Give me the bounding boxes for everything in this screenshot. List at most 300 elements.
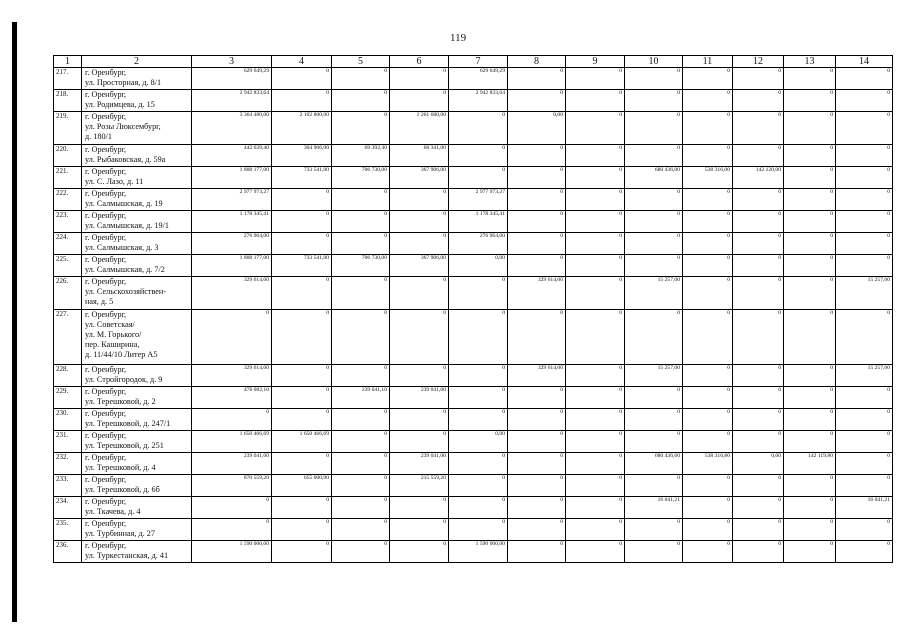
value-cell: 0: [683, 145, 733, 167]
value-cell: 142 119,80: [784, 453, 836, 475]
value-cell: 3 364 480,00: [192, 112, 272, 145]
value-cell: 15 257,00: [836, 365, 893, 387]
value-cell: 0: [784, 145, 836, 167]
col-header: 2: [82, 56, 192, 68]
value-cell: 0: [449, 167, 508, 189]
value-cell: 0: [192, 519, 272, 541]
row-number: 233.: [54, 475, 82, 497]
value-cell: 0: [390, 365, 449, 387]
table-row: [54, 431, 893, 453]
value-cell: 0: [390, 310, 449, 365]
value-cell: 0: [332, 277, 390, 310]
value-cell: 0: [332, 431, 390, 453]
address-cell: [82, 365, 192, 387]
value-cell: 706 730,00: [332, 255, 390, 277]
value-cell: 0: [332, 211, 390, 233]
address-line: ул. Терешковой, д. 251: [85, 441, 164, 450]
value-cell: 0: [683, 90, 733, 112]
address-cell: [82, 167, 192, 189]
address-line: г. Оренбург,: [85, 409, 127, 418]
value-cell: 0: [332, 90, 390, 112]
row-number: 228.: [54, 365, 82, 387]
value-cell: 0: [784, 475, 836, 497]
value-cell: 0: [508, 409, 566, 431]
value-cell: 0: [683, 387, 733, 409]
value-cell: 0: [332, 112, 390, 145]
value-cell: 0: [332, 453, 390, 475]
value-cell: 0: [733, 387, 784, 409]
value-cell: 0: [566, 145, 625, 167]
value-cell: 1 590 000,00: [192, 541, 272, 563]
value-cell: 239 041,00: [390, 453, 449, 475]
row-number: 225.: [54, 255, 82, 277]
value-cell: 0: [272, 453, 332, 475]
header-row: [54, 56, 893, 68]
value-cell: 0: [449, 145, 508, 167]
value-cell: 0: [508, 475, 566, 497]
value-cell: 0: [625, 90, 683, 112]
value-cell: 0: [390, 541, 449, 563]
value-cell: 442 639,40: [192, 145, 272, 167]
value-cell: 2 977 973,27: [449, 189, 508, 211]
value-cell: 0: [733, 365, 784, 387]
value-cell: 0: [566, 497, 625, 519]
value-cell: 0: [625, 255, 683, 277]
value-cell: 0: [625, 189, 683, 211]
address-line: ул. Терешковой, д. 4: [85, 463, 156, 472]
col-header: 10: [625, 56, 683, 68]
value-cell: 0: [836, 211, 893, 233]
value-cell: 2 977 973,27: [192, 189, 272, 211]
address-line: г. Оренбург,: [85, 233, 127, 242]
address-line: ул. Рыбаковская, д. 59а: [85, 155, 166, 164]
row-number: 221.: [54, 167, 82, 189]
value-cell: 0: [566, 90, 625, 112]
col-header: 9: [566, 56, 625, 68]
address-line: ул. Терешковой, д. 6б: [85, 485, 160, 494]
value-cell: 0: [272, 68, 332, 90]
value-cell: 0: [784, 255, 836, 277]
value-cell: 0: [390, 233, 449, 255]
value-cell: 0: [332, 365, 390, 387]
value-cell: 0: [784, 310, 836, 365]
value-cell: 0: [272, 310, 332, 365]
address-line: ул. Салмышская, д. 19/1: [85, 221, 169, 230]
value-cell: 0: [508, 519, 566, 541]
value-cell: 0,00: [449, 431, 508, 453]
value-cell: 0: [332, 310, 390, 365]
value-cell: 239 041,10: [332, 387, 390, 409]
col-header: 6: [390, 56, 449, 68]
value-cell: 0: [566, 112, 625, 145]
value-cell: 0: [192, 310, 272, 365]
value-cell: 0: [332, 497, 390, 519]
value-cell: 0: [625, 68, 683, 90]
col-header: 5: [332, 56, 390, 68]
value-cell: 0: [449, 519, 508, 541]
value-cell: 2 942 833,64: [449, 90, 508, 112]
address-line: ул. Терешковой, д. 2: [85, 397, 156, 406]
value-cell: 0: [784, 541, 836, 563]
address-line: г. Оренбург,: [85, 387, 127, 396]
value-cell: 16 041,21: [625, 497, 683, 519]
value-cell: 0: [449, 365, 508, 387]
value-cell: 0: [566, 189, 625, 211]
value-cell: 0: [272, 211, 332, 233]
value-cell: 0: [449, 497, 508, 519]
value-cell: 0: [784, 189, 836, 211]
value-cell: 0: [566, 277, 625, 310]
address-line: ул. С. Лазо, д. 11: [85, 177, 144, 186]
table-row: [54, 310, 893, 365]
address-line: г. Оренбург,: [85, 112, 127, 121]
value-cell: 15 257,00: [625, 365, 683, 387]
value-cell: 0: [683, 255, 733, 277]
value-cell: 0: [836, 541, 893, 563]
value-cell: 0: [390, 497, 449, 519]
table-row: [54, 541, 893, 563]
value-cell: 329 614,00: [508, 277, 566, 310]
address-line: г. Оренбург,: [85, 211, 127, 220]
row-number: 219.: [54, 112, 82, 145]
value-cell: 0: [836, 167, 893, 189]
col-header: 7: [449, 56, 508, 68]
value-cell: 0: [272, 365, 332, 387]
row-number: 235.: [54, 519, 82, 541]
value-cell: 0: [566, 431, 625, 453]
value-cell: 0: [733, 145, 784, 167]
address-cell: [82, 112, 192, 145]
value-cell: 0: [683, 409, 733, 431]
table-row: [54, 387, 893, 409]
address-cell: [82, 387, 192, 409]
value-cell: 0: [683, 541, 733, 563]
address-line: г. Оренбург,: [85, 453, 127, 462]
value-cell: 680 436,60: [625, 453, 683, 475]
address-cell: [82, 277, 192, 310]
value-cell: 68 341,00: [390, 145, 449, 167]
address-cell: [82, 68, 192, 90]
value-cell: 0: [390, 519, 449, 541]
value-cell: 142 120,00: [733, 167, 784, 189]
value-cell: 733 541,00: [272, 255, 332, 277]
table-row: [54, 475, 893, 497]
address-line: г. Оренбург,: [85, 475, 127, 484]
value-cell: 0: [272, 519, 332, 541]
row-number: 222.: [54, 189, 82, 211]
value-cell: 304 906,00: [272, 145, 332, 167]
value-cell: 0: [784, 233, 836, 255]
row-number: 217.: [54, 68, 82, 90]
value-cell: 2 102 800,00: [272, 112, 332, 145]
address-line: ул. Сельскохозяйствен-: [85, 287, 167, 296]
address-line: г. Оренбург,: [85, 277, 127, 286]
value-cell: 0: [784, 497, 836, 519]
value-cell: 1 590 000,00: [449, 541, 508, 563]
address-line: г. Оренбург,: [85, 519, 127, 528]
address-line: г. Оренбург,: [85, 541, 127, 550]
row-number: 229.: [54, 387, 82, 409]
address-line: ул. Салмышская, д. 3: [85, 243, 159, 252]
value-cell: 0: [683, 189, 733, 211]
value-cell: 0: [836, 145, 893, 167]
table-row: [54, 409, 893, 431]
value-cell: 0: [508, 90, 566, 112]
value-cell: 0: [566, 255, 625, 277]
value-cell: 0: [733, 68, 784, 90]
value-cell: 0: [566, 475, 625, 497]
value-cell: 0: [784, 277, 836, 310]
value-cell: 0: [508, 189, 566, 211]
value-cell: 0: [566, 233, 625, 255]
value-cell: 0: [332, 189, 390, 211]
value-cell: 0: [625, 475, 683, 497]
value-cell: 0: [625, 541, 683, 563]
value-cell: 0: [733, 277, 784, 310]
value-cell: 0: [733, 519, 784, 541]
value-cell: 0: [272, 277, 332, 310]
address-line: г. Оренбург,: [85, 167, 127, 176]
value-cell: 0: [784, 68, 836, 90]
data-table: [53, 55, 893, 563]
value-cell: 0: [508, 310, 566, 365]
value-cell: 0: [683, 68, 733, 90]
address-cell: [82, 409, 192, 431]
value-cell: 0: [449, 277, 508, 310]
address-cell: [82, 255, 192, 277]
value-cell: 0: [272, 409, 332, 431]
value-cell: 0: [192, 497, 272, 519]
row-number: 227.: [54, 310, 82, 365]
value-cell: 0: [449, 409, 508, 431]
value-cell: 0: [836, 233, 893, 255]
value-cell: 0: [733, 90, 784, 112]
address-line: ул. Ткачева, д. 4: [85, 507, 141, 516]
value-cell: 0: [625, 112, 683, 145]
row-number: 230.: [54, 409, 82, 431]
col-header: 12: [733, 56, 784, 68]
value-cell: 706 730,00: [332, 167, 390, 189]
value-cell: 0: [836, 387, 893, 409]
value-cell: 0: [390, 68, 449, 90]
value-cell: 0: [449, 310, 508, 365]
value-cell: 0: [566, 211, 625, 233]
value-cell: 0: [192, 409, 272, 431]
value-cell: 0: [784, 431, 836, 453]
value-cell: 0: [625, 310, 683, 365]
address-line: ул. Салмышская, д. 7/2: [85, 265, 165, 274]
value-cell: 0: [733, 255, 784, 277]
col-header: 4: [272, 56, 332, 68]
address-cell: [82, 145, 192, 167]
row-number: 224.: [54, 233, 82, 255]
value-cell: 0: [332, 519, 390, 541]
value-cell: 16 041,21: [836, 497, 893, 519]
value-cell: 1 650 466,69: [192, 431, 272, 453]
value-cell: 0: [784, 167, 836, 189]
value-cell: 367 906,00: [390, 167, 449, 189]
value-cell: 0: [683, 475, 733, 497]
address-line: ул. Туркестанская, д. 41: [85, 551, 169, 560]
row-number: 236.: [54, 541, 82, 563]
value-cell: 215 559,20: [390, 475, 449, 497]
value-cell: 0: [390, 409, 449, 431]
table-row: [54, 519, 893, 541]
table-row: [54, 90, 893, 112]
value-cell: 0: [733, 189, 784, 211]
table-row: [54, 189, 893, 211]
value-cell: 0: [784, 409, 836, 431]
address-line: г. Оренбург,: [85, 189, 127, 198]
value-cell: 655 000,00: [272, 475, 332, 497]
address-cell: [82, 541, 192, 563]
value-cell: 0: [836, 475, 893, 497]
value-cell: 1 178 345,41: [192, 211, 272, 233]
value-cell: 1 261 680,00: [390, 112, 449, 145]
value-cell: 0: [836, 310, 893, 365]
value-cell: 0: [683, 310, 733, 365]
value-cell: 276 964,00: [192, 233, 272, 255]
address-cell: [82, 189, 192, 211]
value-cell: 0: [836, 453, 893, 475]
address-line: д. 11/44/10 Литер А5: [85, 350, 158, 359]
address-line: ул. Стройгородок, д. 9: [85, 375, 163, 384]
value-cell: 367 906,00: [390, 255, 449, 277]
value-cell: 0: [390, 90, 449, 112]
value-cell: 0: [683, 431, 733, 453]
value-cell: 0: [390, 189, 449, 211]
col-header: 1: [54, 56, 82, 68]
address-line: г. Оренбург,: [85, 431, 127, 440]
value-cell: 0: [683, 112, 733, 145]
value-cell: 0: [784, 90, 836, 112]
value-cell: 0: [566, 167, 625, 189]
value-cell: 0: [566, 541, 625, 563]
value-cell: 0: [449, 475, 508, 497]
value-cell: 478 082,10: [192, 387, 272, 409]
value-cell: 15 257,00: [625, 277, 683, 310]
value-cell: 0: [508, 497, 566, 519]
address-cell: [82, 211, 192, 233]
value-cell: 0: [449, 387, 508, 409]
value-cell: 0: [508, 68, 566, 90]
value-cell: 0: [836, 112, 893, 145]
col-header: 11: [683, 56, 733, 68]
value-cell: 0: [784, 112, 836, 145]
value-cell: 0: [332, 475, 390, 497]
value-cell: 0: [508, 167, 566, 189]
value-cell: 239 041,00: [390, 387, 449, 409]
value-cell: 0: [566, 453, 625, 475]
value-cell: 0: [272, 90, 332, 112]
value-cell: 69 392,40: [332, 145, 390, 167]
value-cell: 0,00: [449, 255, 508, 277]
address-line: ул. Терешковой, д. 247/1: [85, 419, 171, 428]
col-header: 14: [836, 56, 893, 68]
value-cell: 629 649,29: [192, 68, 272, 90]
value-cell: 0: [683, 519, 733, 541]
value-cell: 0: [625, 387, 683, 409]
value-cell: 0: [836, 255, 893, 277]
value-cell: 0: [733, 409, 784, 431]
address-line: г. Оренбург,: [85, 145, 127, 154]
value-cell: 0: [683, 233, 733, 255]
value-cell: 0: [784, 211, 836, 233]
value-cell: 0: [272, 387, 332, 409]
value-cell: 0: [332, 409, 390, 431]
value-cell: 0: [508, 211, 566, 233]
value-cell: 0: [272, 233, 332, 255]
value-cell: 15 257,00: [836, 277, 893, 310]
value-cell: 0: [566, 519, 625, 541]
value-cell: 733 541,00: [272, 167, 332, 189]
value-cell: 0: [390, 211, 449, 233]
value-cell: 0: [836, 409, 893, 431]
value-cell: 329 614,00: [508, 365, 566, 387]
value-cell: 0: [508, 387, 566, 409]
row-number: 223.: [54, 211, 82, 233]
value-cell: 0: [449, 453, 508, 475]
row-number: 226.: [54, 277, 82, 310]
table-row: [54, 233, 893, 255]
value-cell: 0: [508, 541, 566, 563]
address-line: ул. Розы Люксембург,: [85, 122, 161, 131]
value-cell: 0: [332, 541, 390, 563]
table-row: [54, 68, 893, 90]
value-cell: 329 614,00: [192, 365, 272, 387]
row-number: 231.: [54, 431, 82, 453]
value-cell: 0: [449, 112, 508, 145]
row-number: 220.: [54, 145, 82, 167]
col-header: 3: [192, 56, 272, 68]
value-cell: 0: [683, 211, 733, 233]
table-row: [54, 255, 893, 277]
value-cell: 0: [733, 541, 784, 563]
address-line: ул. М. Горького/: [85, 330, 142, 339]
address-cell: [82, 310, 192, 365]
address-line: г. Оренбург,: [85, 68, 127, 77]
col-header: 8: [508, 56, 566, 68]
address-line: ул. Родимцева, д. 15: [85, 100, 155, 109]
value-cell: 0: [836, 431, 893, 453]
value-cell: 0: [625, 211, 683, 233]
address-line: г. Оренбург,: [85, 255, 127, 264]
address-line: ул. Советская/: [85, 320, 135, 329]
value-cell: 1 650 466,69: [272, 431, 332, 453]
address-line: пер. Каширина,: [85, 340, 140, 349]
value-cell: 329 614,00: [192, 277, 272, 310]
value-cell: 0,00: [733, 453, 784, 475]
value-cell: 1 178 345,41: [449, 211, 508, 233]
address-line: ная, д. 5: [85, 297, 114, 306]
value-cell: 0: [784, 387, 836, 409]
table-row: [54, 145, 893, 167]
value-cell: 0: [683, 277, 733, 310]
value-cell: 538 316,00: [683, 167, 733, 189]
value-cell: 0: [733, 233, 784, 255]
table-row: [54, 277, 893, 310]
address-cell: [82, 519, 192, 541]
page-number: 119: [450, 32, 467, 44]
value-cell: 0: [625, 233, 683, 255]
address-cell: [82, 233, 192, 255]
value-cell: 0: [272, 189, 332, 211]
value-cell: 0: [390, 277, 449, 310]
value-cell: 1 808 177,00: [192, 255, 272, 277]
value-cell: 0: [272, 541, 332, 563]
value-cell: 0: [733, 112, 784, 145]
address-cell: [82, 453, 192, 475]
